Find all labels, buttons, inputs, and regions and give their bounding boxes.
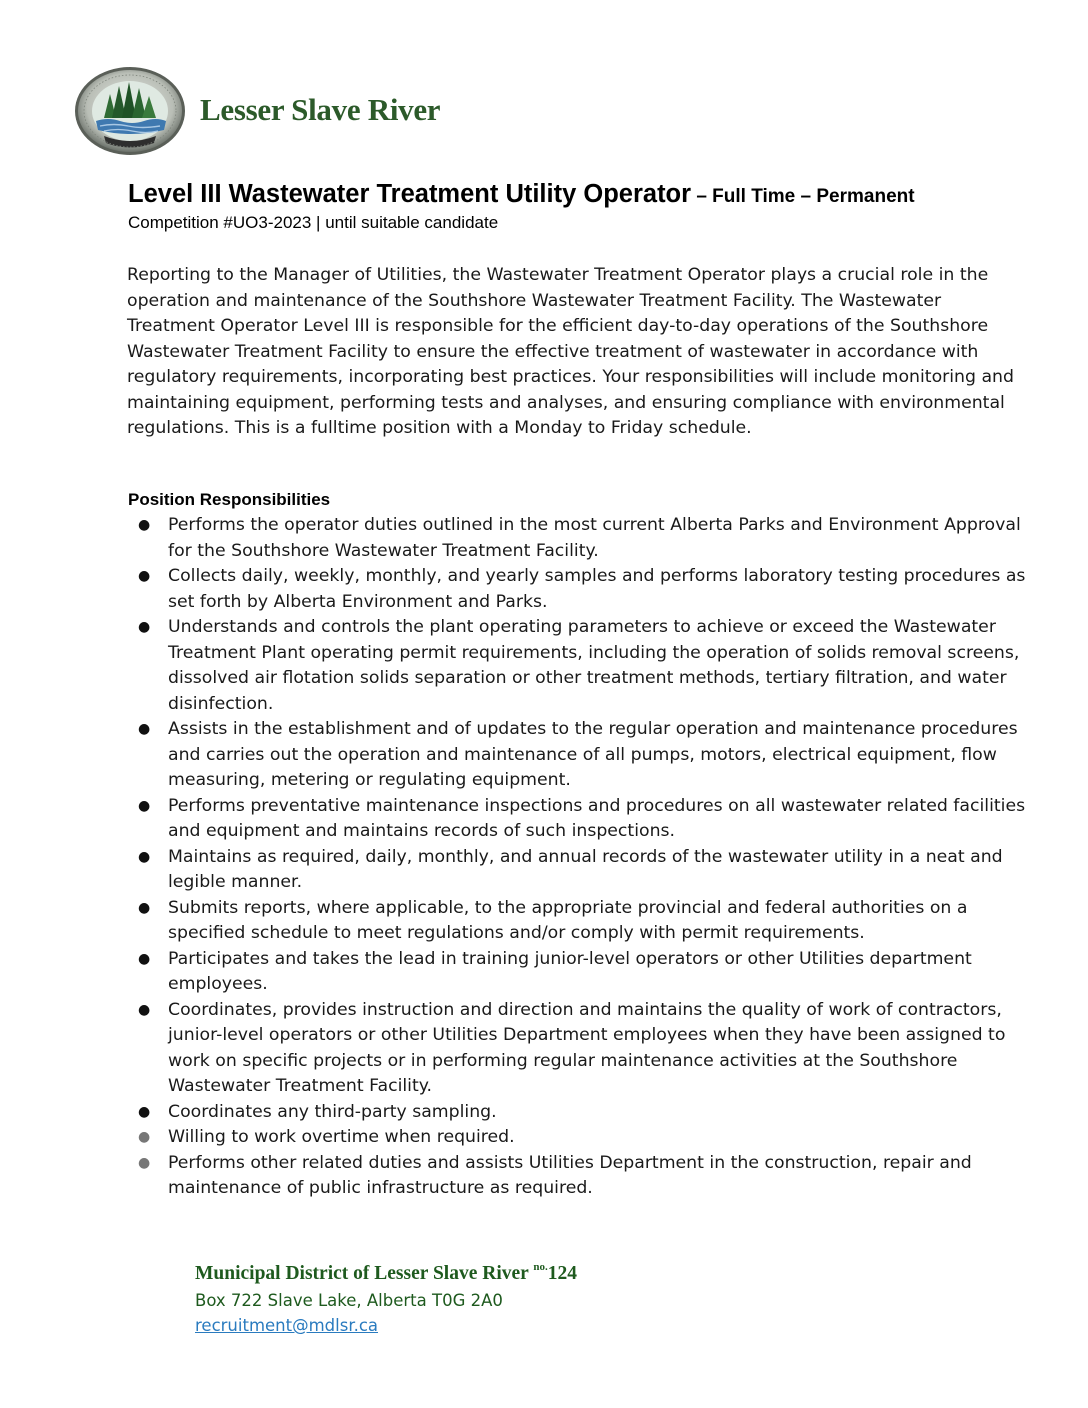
- list-item-text: Participates and takes the lead in training junior-level operators or other Utilities department employees.: [168, 948, 972, 994]
- bullet-icon: ●: [138, 619, 151, 635]
- competition-line: [128, 213, 498, 233]
- list-item: [128, 1125, 1028, 1151]
- footer-address: Box 722 Slave Lake, Alberta T0G 2A0: [195, 1291, 503, 1310]
- list-item-text: Collects daily, weekly, monthly, and yearly samples and performs laboratory testing procedures as set forth by Alberta Environment and Parks.: [168, 566, 1026, 612]
- posting-employment-type: – Full Time – Permanent: [691, 186, 915, 207]
- list-item-text: Willing to work overtime when required.: [168, 1127, 515, 1147]
- posting-title: Level III Wastewater Treatment Utility Operator: [128, 180, 692, 208]
- list-item: [128, 998, 1028, 1100]
- bullet-icon: ●: [138, 1129, 151, 1145]
- logo-wordmark: Lesser Slave River: [200, 92, 441, 127]
- list-item-text: Assists in the establishment and of updates to the regular operation and maintenance procedures and carries out the operation and maintenance of all pumps, motors, electrical equipment, flow measuring, metering or regulating equipment.: [168, 719, 1018, 790]
- posting-deadline: until suitable candidate: [325, 213, 499, 232]
- bullet-icon: ●: [138, 848, 151, 865]
- list-item-text: Coordinates any third-party sampling.: [168, 1101, 497, 1122]
- list-item: [128, 615, 1028, 717]
- list-item-text: Performs other related duties and assists Utilities Department in the construction, repair and maintenance of public infrastructure as required.: [168, 1152, 972, 1198]
- list-item: [128, 564, 1028, 615]
- list-item: [128, 513, 1028, 564]
- bullet-icon: ●: [138, 568, 151, 584]
- bullet-icon: ●: [138, 950, 151, 967]
- footer-organization: [195, 1261, 577, 1285]
- list-item: [128, 717, 1028, 794]
- list-item-text: Performs preventative maintenance inspections and procedures on all wastewater related facilities and equipment and maintains records of such inspections.: [168, 795, 1026, 841]
- competition-separator: |: [311, 213, 326, 232]
- responsibilities-list: [128, 513, 1028, 1202]
- bullet-icon: ●: [138, 899, 151, 916]
- email-link[interactable]: recruitment@mdlsr.ca: [195, 1316, 379, 1335]
- municipal-seal-logo: [74, 66, 186, 156]
- bullet-icon: ●: [138, 721, 151, 737]
- list-item-text: Coordinates, provides instruction and direction and maintains the quality of work of contractors, junior-level operators or other Utilities Department employees when they have been assigned to work on specific projects or in performing regular maintenance activities at the Southshore Wastewater Treatment Facility.: [168, 999, 1006, 1096]
- footer-org-number: 124: [547, 1263, 577, 1284]
- bullet-icon: ●: [138, 517, 151, 533]
- bullet-icon: ●: [138, 1154, 151, 1171]
- list-item-text: Performs the operator duties outlined in the most current Alberta Parks and Environment Approval for the Southshore Wastewater Treatment Facility.: [168, 515, 1021, 561]
- list-item: [128, 1151, 1028, 1202]
- contact-footer: [195, 1261, 577, 1335]
- list-item-text: Submits reports, where applicable, to the appropriate provincial and federal authorities on a specified schedule to meet regulations and/or comply with permit requirements.: [168, 897, 968, 943]
- bullet-icon: ●: [138, 1001, 151, 1018]
- list-item: [128, 845, 1028, 896]
- posting-title-line: [128, 180, 1028, 209]
- list-item: [128, 947, 1028, 998]
- bullet-icon: ●: [138, 1103, 151, 1120]
- list-item: [128, 794, 1028, 845]
- intro-paragraph: Reporting to the Manager of Utilities, the Wastewater Treatment Operator plays a crucial role in the operation and maintenance of the Southshore Wastewater Treatment Facility. The Wastewater Treatment Operator Level III is responsible for the efficient day-to-day operations of the Southshore Wastewater Treatment Facility to ensure the effective treatment of wastewater in accordance with regulatory requirements, incorporating best practices. Your responsibilities will include monitoring and maintaining equipment, performing tests and analyses, and ensuring compliance with environmental regulations. This is a fulltime position with a Monday to Friday schedule.: [127, 265, 1014, 438]
- responsibilities-heading: Position Responsibilities: [128, 490, 331, 509]
- footer-org-no: no.: [533, 1261, 548, 1273]
- list-item: [128, 896, 1028, 947]
- competition-number: Competition #UO3-2023: [128, 213, 312, 232]
- list-item: [128, 1100, 1028, 1126]
- list-item-text: Understands and controls the plant operating parameters to achieve or exceed the Wastewater Treatment Plant operating permit requirements, including the operation of solids removal screens, dissolved air flotation solids separation or other treatment methods, tertiary filtration, and water disinfection.: [168, 617, 1020, 714]
- footer-org-name: Municipal District of Lesser Slave River: [195, 1263, 529, 1284]
- list-item-text: Maintains as required, daily, monthly, and annual records of the wastewater utility in a neat and legible manner.: [168, 846, 1003, 892]
- bullet-icon: ●: [138, 797, 151, 814]
